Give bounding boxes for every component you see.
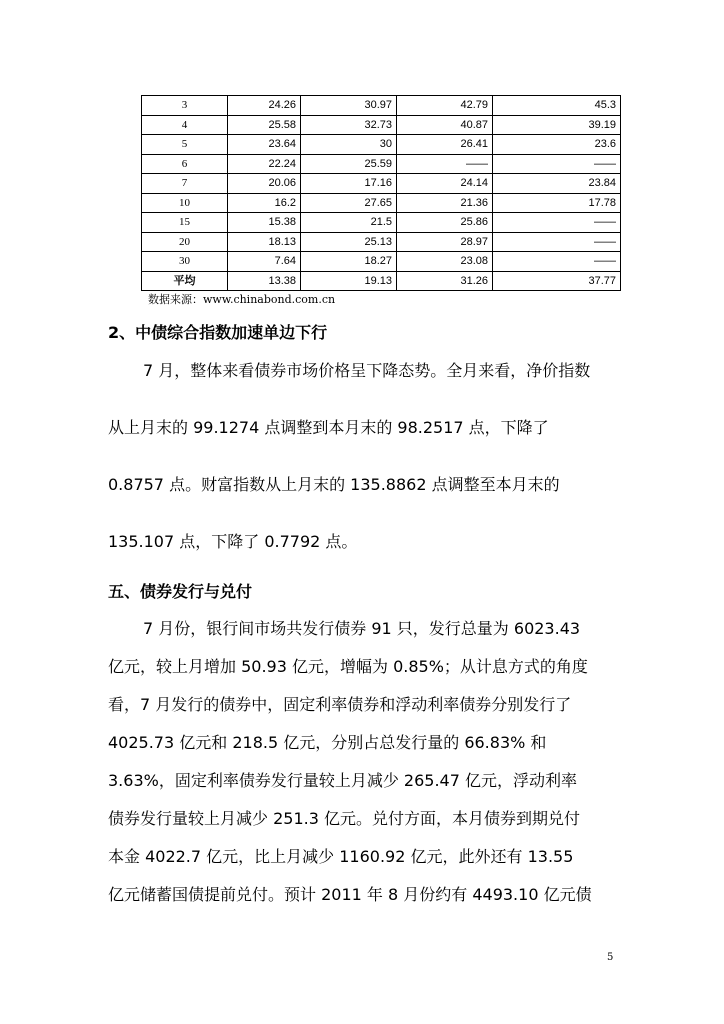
yield-table xyxy=(141,95,621,291)
value-cell: 37.77 xyxy=(493,271,621,291)
section-2-heading: 2、中债综合指数加速单边下行 xyxy=(108,323,328,342)
paragraph-line: 债券发行量较上月减少 251.3 亿元。兑付方面，本月债券到期兑付 xyxy=(108,809,580,828)
value-cell: —— xyxy=(397,154,493,174)
value-cell: 40.87 xyxy=(397,115,493,135)
value-cell: 23.08 xyxy=(397,252,493,272)
value-cell: 31.26 xyxy=(397,271,493,291)
term-cell: 15 xyxy=(142,213,228,233)
value-cell: —— xyxy=(493,213,621,233)
paragraph-line: 亿元，较上月增加 50.93 亿元，增幅为 0.85%；从计息方式的角度 xyxy=(108,657,588,676)
value-cell: 24.26 xyxy=(228,96,301,116)
value-cell: 16.2 xyxy=(228,193,301,213)
value-cell: 30 xyxy=(301,135,397,155)
table-row xyxy=(142,154,621,174)
table-row xyxy=(142,252,621,272)
table-row xyxy=(142,174,621,194)
value-cell: 23.64 xyxy=(228,135,301,155)
value-cell: 25.13 xyxy=(301,232,397,252)
term-cell: 3 xyxy=(142,96,228,116)
value-cell: 7.64 xyxy=(228,252,301,272)
value-cell: 30.97 xyxy=(301,96,397,116)
value-cell: 39.19 xyxy=(493,115,621,135)
paragraph-line: 7 月份，银行间市场共发行债券 91 只，发行总量为 6023.43 xyxy=(143,619,581,638)
term-cell: 6 xyxy=(142,154,228,174)
value-cell: 22.24 xyxy=(228,154,301,174)
section-5-heading: 五、债券发行与兑付 xyxy=(108,582,253,601)
value-cell: 27.65 xyxy=(301,193,397,213)
value-cell: 26.41 xyxy=(397,135,493,155)
term-cell: 20 xyxy=(142,232,228,252)
value-cell: 17.78 xyxy=(493,193,621,213)
value-cell: 15.38 xyxy=(228,213,301,233)
value-cell: 23.84 xyxy=(493,174,621,194)
value-cell: 13.38 xyxy=(228,271,301,291)
paragraph-line: 4025.73 亿元和 218.5 亿元，分别占总发行量的 66.83% 和 xyxy=(108,733,547,752)
value-cell: —— xyxy=(493,232,621,252)
table-row xyxy=(142,135,621,155)
data-source-note: 数据来源：www.chinabond.com.cn xyxy=(148,293,336,306)
value-cell: 21.5 xyxy=(301,213,397,233)
value-cell: 25.59 xyxy=(301,154,397,174)
value-cell: 25.86 xyxy=(397,213,493,233)
term-cell: 10 xyxy=(142,193,228,213)
value-cell: 24.14 xyxy=(397,174,493,194)
value-cell: 19.13 xyxy=(301,271,397,291)
paragraph-line: 0.8757 点。财富指数从上月末的 135.8862 点调整至本月末的 xyxy=(108,475,560,494)
table-row xyxy=(142,115,621,135)
paragraph-line: 亿元储蓄国债提前兑付。预计 2011 年 8 月份约有 4493.10 亿元债 xyxy=(108,885,592,904)
term-cell: 30 xyxy=(142,252,228,272)
table-row-average xyxy=(142,271,621,291)
value-cell: 18.13 xyxy=(228,232,301,252)
value-cell: 25.58 xyxy=(228,115,301,135)
term-cell: 5 xyxy=(142,135,228,155)
table-row xyxy=(142,232,621,252)
value-cell: 17.16 xyxy=(301,174,397,194)
term-cell: 4 xyxy=(142,115,228,135)
paragraph-line: 7 月，整体来看债券市场价格呈下降态势。全月来看，净价指数 xyxy=(143,361,591,380)
paragraph-line: 看，7 月发行的债券中，固定利率债券和浮动利率债券分别发行了 xyxy=(108,695,572,714)
table-row xyxy=(142,96,621,116)
value-cell: 32.73 xyxy=(301,115,397,135)
term-cell: 7 xyxy=(142,174,228,194)
value-cell: —— xyxy=(493,252,621,272)
value-cell: 42.79 xyxy=(397,96,493,116)
page-number: 5 xyxy=(607,952,614,963)
paragraph-line: 3.63%，固定利率债券发行量较上月减少 265.47 亿元，浮动利率 xyxy=(108,771,577,790)
table-row xyxy=(142,213,621,233)
paragraph-line: 从上月末的 99.1274 点调整到本月末的 98.2517 点，下降了 xyxy=(108,418,549,437)
value-cell: 23.6 xyxy=(493,135,621,155)
value-cell: 18.27 xyxy=(301,252,397,272)
paragraph-line: 本金 4022.7 亿元，比上月减少 1160.92 亿元，此外还有 13.55 xyxy=(108,847,574,866)
table-row xyxy=(142,193,621,213)
average-label-cell: 平均 xyxy=(142,271,228,291)
paragraph-line: 135.107 点，下降了 0.7792 点。 xyxy=(108,532,358,551)
value-cell: 21.36 xyxy=(397,193,493,213)
value-cell: 45.3 xyxy=(493,96,621,116)
value-cell: —— xyxy=(493,154,621,174)
value-cell: 28.97 xyxy=(397,232,493,252)
value-cell: 20.06 xyxy=(228,174,301,194)
